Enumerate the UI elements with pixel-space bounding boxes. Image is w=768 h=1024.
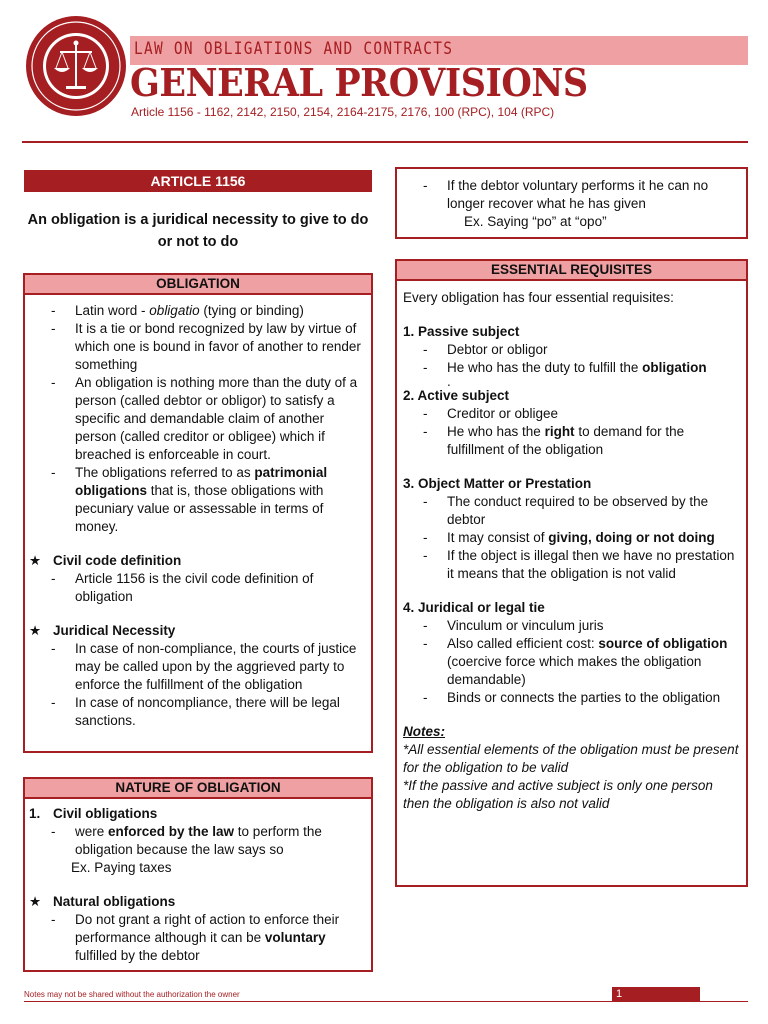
passive-subject-heading: 1. Passive subject [403, 324, 520, 339]
object-matter-heading: 3. Object Matter or Prestation [403, 476, 592, 491]
obligation-heading: OBLIGATION [25, 275, 371, 295]
civil-example: Ex. Paying taxes [71, 860, 172, 875]
natural-obligations-heading: ★ Natural obligations [25, 893, 365, 911]
list-item: - If the debtor voluntary performs it he can no longer recover what he has given [397, 177, 740, 213]
list-item: - He who has the right to demand for the fulfillment of the obligation [397, 423, 740, 459]
obligation-list [25, 302, 365, 536]
footer-divider [24, 1001, 748, 1002]
list-item: - Latin word - obligatio (tying or binding) [25, 302, 365, 320]
list-item: - Do not grant a right of action to enforce their performance although it can be voluntary fulfilled by the debtor [25, 911, 365, 965]
list-item: - It is a tie or bond recognized by law by virtue of which one is bound in favor of another to render something [25, 320, 365, 374]
course-title: LAW ON OBLIGATIONS AND CONTRACTS [134, 39, 454, 59]
nature-box [23, 777, 373, 972]
requisites-heading: ESSENTIAL REQUISITES [397, 261, 746, 281]
list-item: - The obligations referred to as patrimonial obligations that is, those obligations with pecuniary value or assessable in terms of money. [25, 464, 365, 536]
juridical-necessity-heading: ★ Juridical Necessity [25, 622, 365, 640]
list-item: - Debtor or obligor [397, 341, 740, 359]
page-title: GENERAL PROVISIONS [130, 60, 588, 105]
note-item: *All essential elements of the obligation must be present for the obligation to be valid [403, 742, 739, 775]
list-item: - Article 1156 is the civil code definition of obligation [25, 570, 365, 606]
list-item: - Also called efficient cost: source of obligation (coercive force which makes the obligation demandable) [397, 635, 740, 689]
passive-trailing-dot: . [447, 374, 451, 389]
list-item: - An obligation is nothing more than the duty of a person (called debtor or obligor) to satisfy a specific and demandable claim of another person (called creditor or obligee) which if breached is enforceable in court. [25, 374, 365, 464]
list-item: - He who has the duty to fulfill the obligation [397, 359, 740, 377]
list-item: - In case of non-compliance, the courts of justice may be called upon by the aggrieved party to enforce the fulfillment of the obligation [25, 640, 365, 694]
list-item: - The conduct required to be observed by the debtor [397, 493, 740, 529]
list-item: - If the object is illegal then we have no prestation it means that the obligation is not valid [397, 547, 740, 583]
article-range: Article 1156 - 1162, 2142, 2150, 2154, 2164-2175, 2176, 100 (RPC), 104 (RPC) [131, 105, 555, 119]
active-subject-list [397, 405, 740, 459]
note-item: *If the passive and active subject is only one person then the obligation is also not valid [403, 778, 713, 811]
continuation-box [395, 167, 748, 239]
civil-obligations-list [25, 823, 365, 859]
article-definition: An obligation is a juridical necessity to give to do or not to do [27, 212, 369, 250]
list-item: - Creditor or obligee [397, 405, 740, 423]
civil-code-list [25, 570, 365, 606]
footer-note: Notes may not be shared without the authorization the owner [24, 990, 240, 999]
requisites-intro: Every obligation has four essential requisites: [403, 290, 674, 305]
object-matter-list [397, 493, 740, 583]
list-item: - Vinculum or vinculum juris [397, 617, 740, 635]
scales-of-justice-seal-icon [24, 14, 128, 118]
list-item: - Binds or connects the parties to the obligation [397, 689, 740, 707]
legal-tie-heading: 4. Juridical or legal tie [403, 600, 545, 615]
article-label: ARTICLE 1156 [24, 170, 372, 192]
obligation-box [23, 273, 373, 753]
nature-heading: NATURE OF OBLIGATION [25, 779, 371, 799]
list-item: - It may consist of giving, doing or not doing [397, 529, 740, 547]
continuation-example: Ex. Saying “po” at “opo” [464, 214, 607, 229]
natural-obligations-list [25, 911, 365, 965]
page-number: 1 [612, 987, 700, 1001]
passive-subject-list [397, 341, 740, 377]
list-item: - In case of noncompliance, there will be legal sanctions. [25, 694, 365, 730]
requisites-box [395, 259, 748, 887]
juridical-necessity-list [25, 640, 365, 730]
list-item: - were enforced by the law to perform the obligation because the law says so [25, 823, 365, 859]
civil-code-heading: ★ Civil code definition [25, 552, 365, 570]
continuation-list [397, 177, 740, 213]
header-divider [22, 141, 748, 143]
notes-heading: Notes: [403, 724, 446, 739]
legal-tie-list [397, 617, 740, 707]
civil-obligations-heading: 1. Civil obligations [29, 806, 158, 821]
active-subject-heading: 2. Active subject [403, 388, 510, 403]
